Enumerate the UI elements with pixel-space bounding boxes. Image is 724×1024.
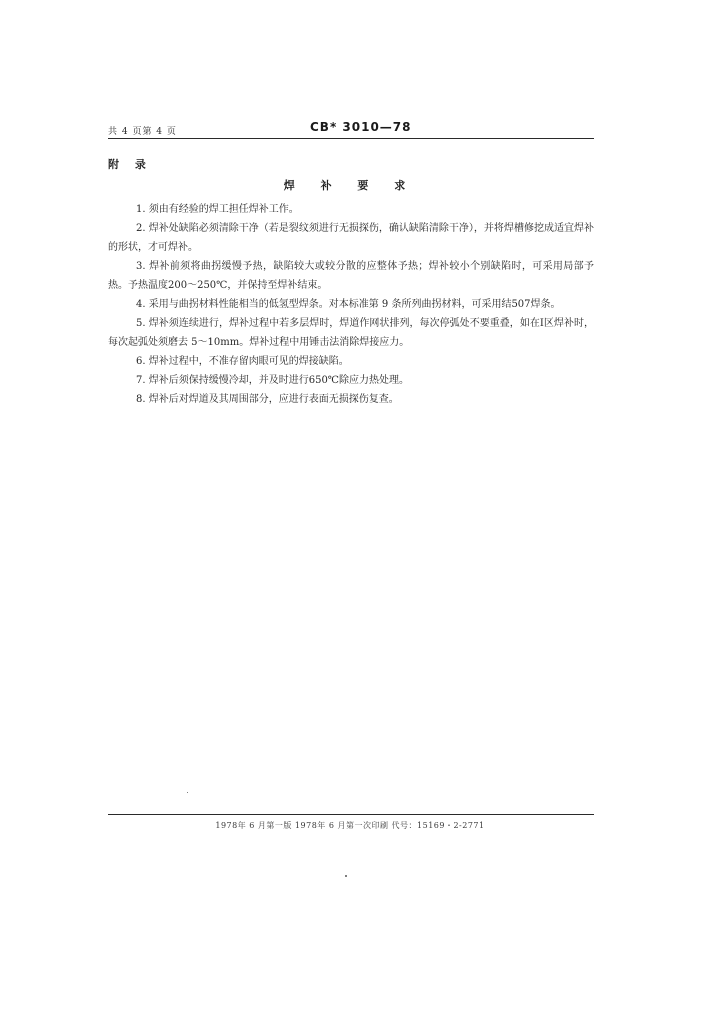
scan-speck <box>345 875 347 877</box>
requirement-item-4: 4. 采用与曲拐材料性能相当的低氢型焊条。对本标准第 9 条所列曲拐材料，可采用结507焊条。 <box>136 299 561 310</box>
scan-speck <box>187 792 188 793</box>
requirement-item-6: 6. 焊补过程中，不准存留肉眼可见的焊接缺陷。 <box>136 356 349 367</box>
section-title: 焊 补 要 求 <box>283 179 417 192</box>
requirement-item-3: 3. 焊补前须将曲拐缓慢予热，缺陷较大或较分散的应整体予热；焊补较小个别缺陷时，可采用局部予热。予热温度200～250℃，并保持至焊补结束。 <box>108 261 594 291</box>
header-divider <box>108 138 594 139</box>
requirement-item-1: 1. 须由有经验的焊工担任焊补工作。 <box>136 204 299 215</box>
print-info: 1978年 6 月第一版 1978年 6 月第一次印刷 代号：15169・2-2771 <box>215 821 485 830</box>
requirement-item-8: 8. 焊补后对焊道及其周围部分，应进行表面无损探伤复查。 <box>136 394 399 405</box>
footer-divider <box>108 814 594 815</box>
requirement-item-7: 7. 焊补后须保持缓慢冷却，并及时进行650℃除应力热处理。 <box>136 375 409 386</box>
requirements-list <box>108 200 594 409</box>
standard-code: CB* 3010—78 <box>310 120 412 134</box>
requirement-item-5: 5. 焊补须连续进行，焊补过程中若多层焊时，焊道作网状排列，每次停弧处不要重叠，如在Ⅰ区焊补时，每次起弧处须磨去 5～10mm。焊补过程中用锤击法消除焊接应力。 <box>108 318 594 348</box>
appendix-label: 附 录 <box>108 158 152 171</box>
requirement-item-2: 2. 焊补处缺陷必须清除干净（若是裂纹须进行无损探伤，确认缺陷清除干净），并将焊槽修挖成适宜焊补的形状，才可焊补。 <box>108 223 594 253</box>
page-number-info: 共 4 页第 4 页 <box>108 127 177 137</box>
